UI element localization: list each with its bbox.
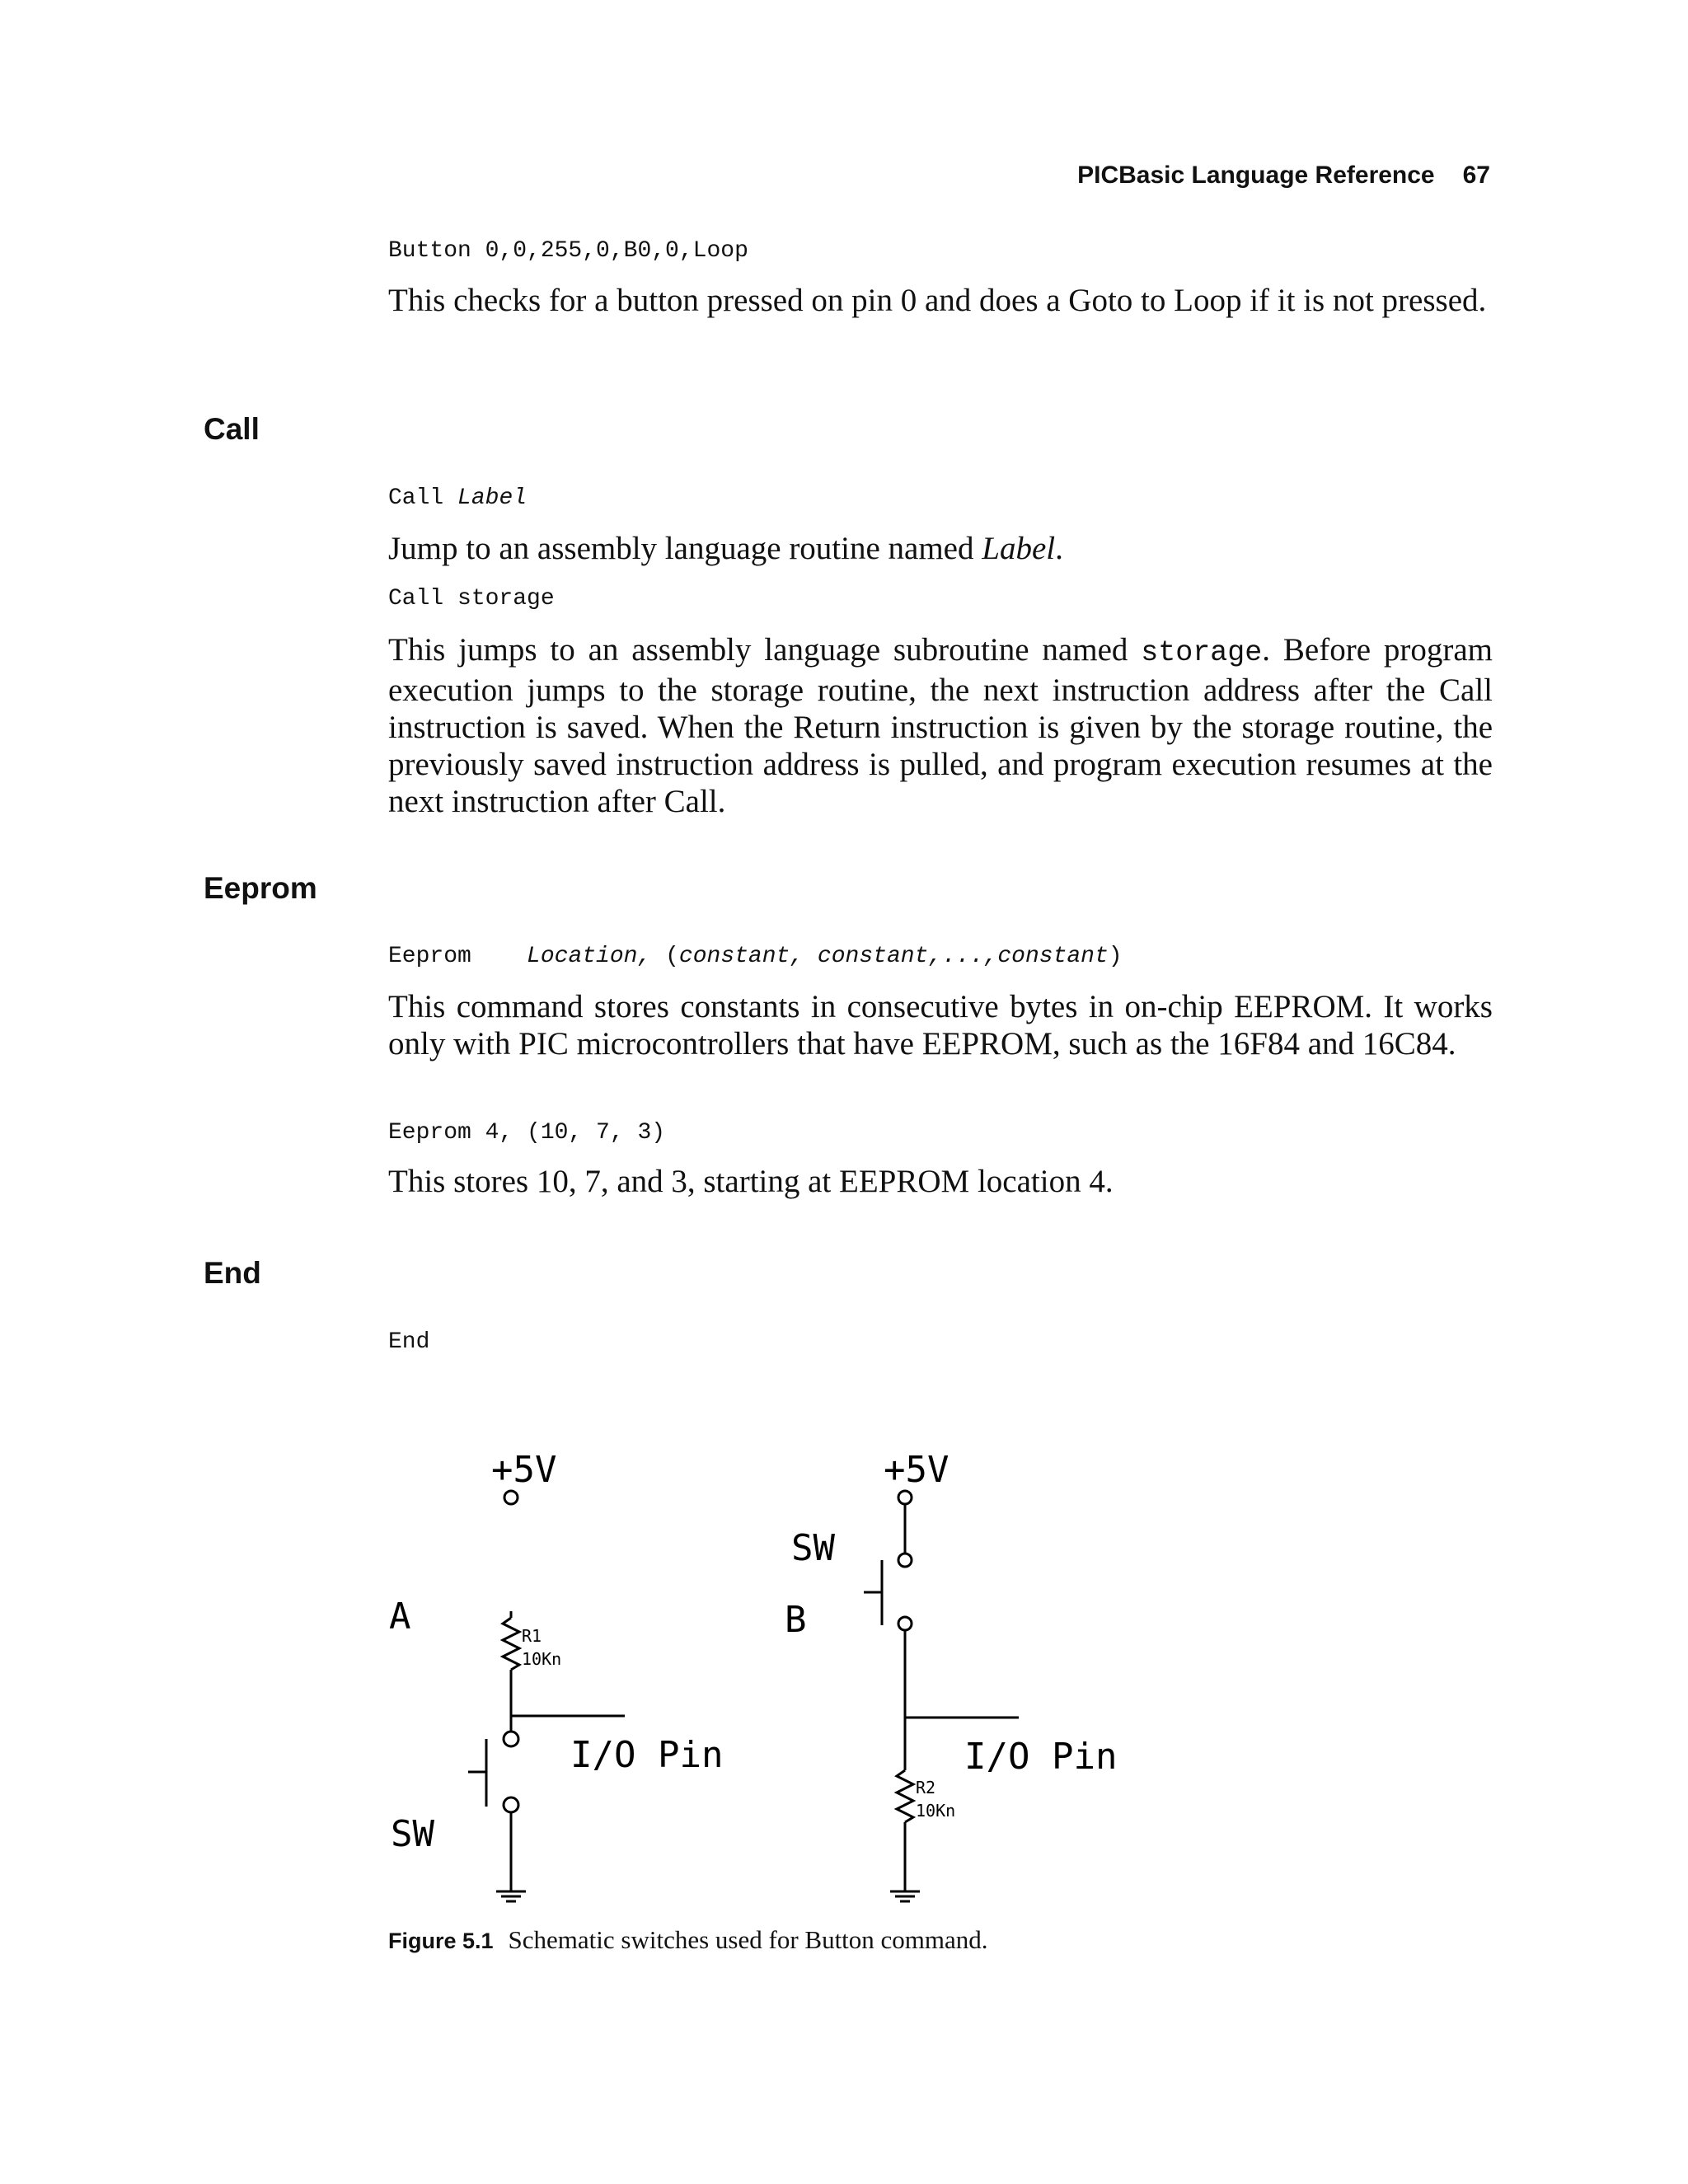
running-header (1077, 162, 1490, 190)
call-desc-label: Label (982, 531, 1056, 566)
figure-caption (388, 1925, 988, 1955)
call-example-text-rest: . Before program execution jumps to the storage routine, the next instruction address after the Call instruction is saved. When the Return instruction is given by the storage routine, the previously saved instruction address is pulled, and program execution resumes at the next instruction after Call. (388, 632, 1493, 819)
circuit-b-resistor-name: R2 (916, 1778, 936, 1797)
circuit-b-switch-label: SW (791, 1527, 835, 1569)
circuit-b (864, 1491, 1019, 1901)
button-example-code: Button 0,0,255,0,B0,0,Loop (388, 238, 748, 264)
eeprom-example-description: This stores 10, 7, and 3, starting at EEPROM location 4. (388, 1164, 1114, 1199)
eeprom-syntax-keyword: Eeprom (388, 944, 471, 969)
section-heading-end: End (204, 1256, 261, 1290)
circuit-a-supply-terminal (504, 1491, 518, 1504)
end-syntax: End (388, 1329, 430, 1355)
circuit-a-resistor-name: R1 (522, 1626, 542, 1646)
header-title: PICBasic Language Reference (1077, 162, 1435, 189)
call-example-text: This jumps to an assembly language subroutine named (388, 632, 1142, 668)
call-desc-text: Jump to an assembly language routine named (388, 531, 982, 566)
page-number: 67 (1462, 162, 1490, 189)
circuit-a-resistor (503, 1618, 519, 1670)
call-example-description (388, 631, 1493, 820)
section-heading-eeprom: Eeprom (204, 871, 317, 905)
circuit-a-supply-label: +5V (491, 1449, 557, 1491)
circuit-b-resistor-value: 10Kn (916, 1801, 956, 1821)
circuit-b-supply-label: +5V (884, 1449, 950, 1491)
circuit-a-switch-terminal-bottom (504, 1797, 518, 1812)
button-schematic-figure (363, 1426, 1154, 1912)
call-example-mono: storage (1141, 636, 1263, 669)
circuit-a-switch-terminal-top (504, 1732, 518, 1746)
button-example-description: This checks for a button pressed on pin 0 and does a Goto to Loop if it is not pressed. (388, 283, 1487, 318)
circuit-a (468, 1491, 625, 1901)
call-syntax (388, 485, 527, 511)
call-syntax-description (388, 530, 1493, 567)
call-desc-end: . (1055, 531, 1063, 566)
circuit-a-switch-label: SW (391, 1813, 434, 1855)
eeprom-syntax-open: ( (665, 944, 679, 969)
circuit-b-pin-label: I/O Pin (964, 1736, 1118, 1778)
section-heading-call: Call (204, 412, 260, 446)
eeprom-syntax-constants: constant, constant,...,constant (678, 944, 1109, 969)
call-syntax-keyword: Call (388, 485, 444, 511)
eeprom-syntax-location: Location, (527, 944, 652, 969)
circuit-b-switch-terminal-bottom (898, 1617, 912, 1630)
call-example-code: Call storage (388, 586, 555, 612)
circuit-b-letter: B (785, 1599, 807, 1641)
circuit-b-switch-terminal-top (898, 1554, 912, 1567)
circuit-a-letter: A (389, 1596, 411, 1638)
eeprom-syntax-close: ) (1108, 944, 1123, 969)
call-syntax-arg: Label (457, 485, 528, 511)
eeprom-description: This command stores constants in consecutive bytes in on-chip EEPROM. It works only with PIC microcontrollers that have EEPROM, such as the 16F84 and 16C84. (388, 989, 1493, 1062)
eeprom-syntax (388, 944, 1123, 969)
figure-label: Figure 5.1 (388, 1929, 494, 1953)
circuit-b-resistor (897, 1770, 913, 1822)
circuit-a-pin-label: I/O Pin (570, 1734, 724, 1776)
eeprom-example-code: Eeprom 4, (10, 7, 3) (388, 1120, 666, 1146)
circuit-b-supply-terminal (898, 1491, 912, 1504)
figure-caption-text: Schematic switches used for Button command. (508, 1925, 988, 1954)
circuit-a-resistor-value: 10Kn (522, 1649, 562, 1669)
